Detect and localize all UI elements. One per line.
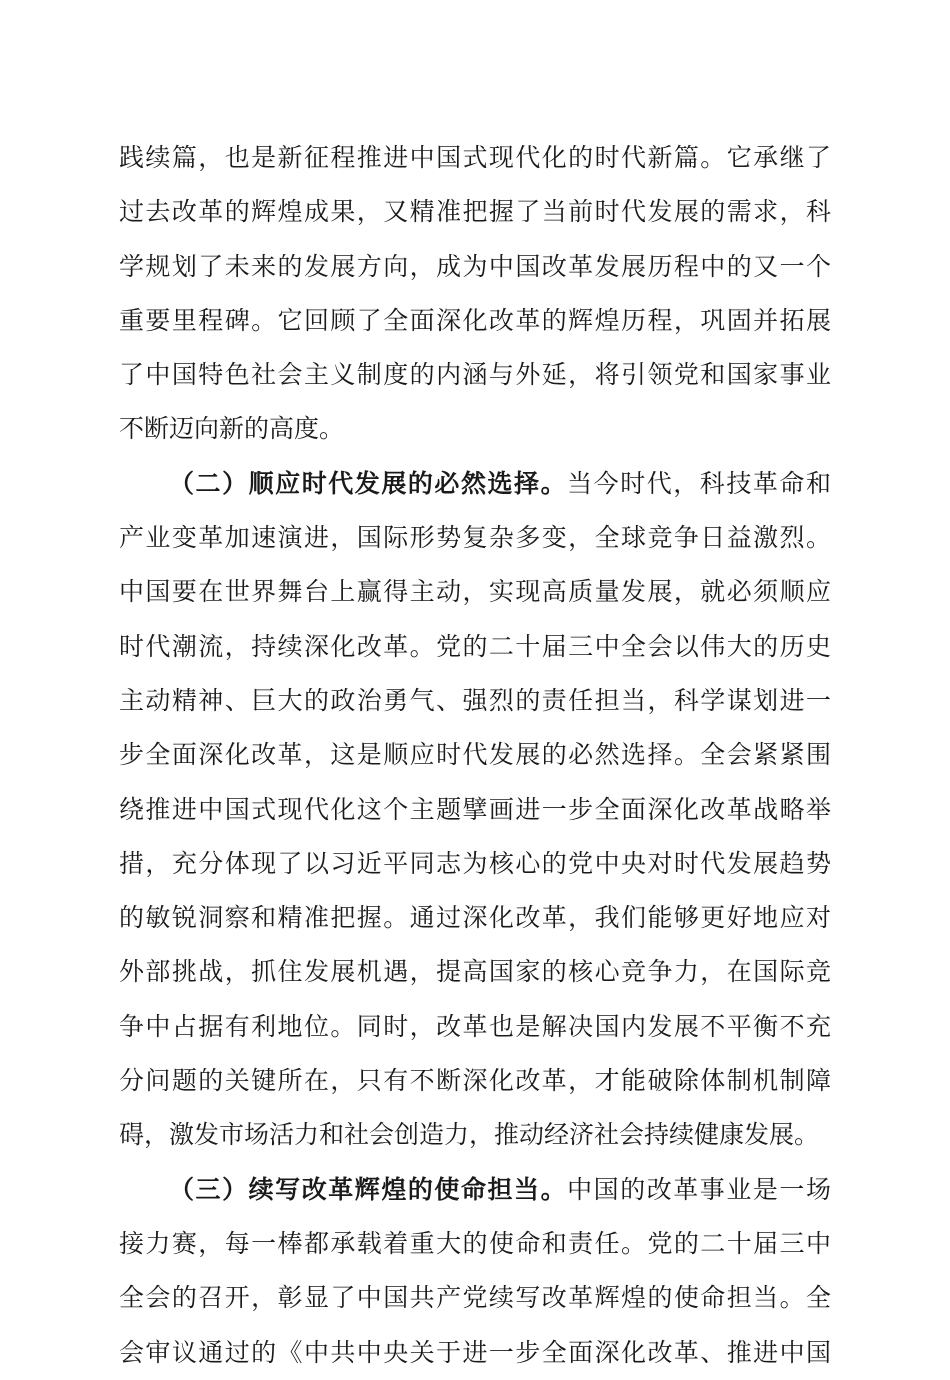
section-heading: （三）续写改革辉煌的使命担当。 xyxy=(169,1174,568,1204)
text-line: 绕推进中国式现代化这个主题擘画进一步全面深化改革战略举 xyxy=(119,794,831,824)
section-heading: （二）顺应时代发展的必然选择。 xyxy=(169,468,568,498)
text-line: 过去改革的辉煌成果，又精准把握了当前时代发展的需求，科 xyxy=(119,197,831,227)
text-line: 会审议通过的《中共中央关于进一步全面深化改革、推进中国 xyxy=(119,1337,831,1367)
text-line: 了中国特色社会主义制度的内涵与外延，将引领党和国家事业 xyxy=(119,360,831,390)
text-line: 时代潮流，持续深化改革。党的二十届三中全会以伟大的历史 xyxy=(119,631,831,661)
paragraph-first-line xyxy=(119,457,831,511)
text-run: 当今时代，科技革命和 xyxy=(567,468,831,498)
text-line: 分问题的关键所在，只有不断深化改革，才能破除体制机制障 xyxy=(119,1066,831,1096)
text-line: 接力赛，每一棒都承载着重大的使命和责任。党的二十届三中 xyxy=(119,1228,831,1258)
text-line: 的敏锐洞察和精准把握。通过深化改革，我们能够更好地应对 xyxy=(119,903,831,933)
text-line: 措，充分体现了以习近平同志为核心的党中央对时代发展趋势 xyxy=(119,848,831,878)
text-line: 不断迈向新的高度。 xyxy=(119,414,345,444)
text-line: 主动精神、巨大的政治勇气、强烈的责任担当，科学谋划进一 xyxy=(119,685,831,715)
text-line: 践续篇，也是新征程推进中国式现代化的时代新篇。它承继了 xyxy=(119,143,831,172)
text-line: 中国要在世界舞台上赢得主动，实现高质量发展，就必须顺应 xyxy=(119,577,831,607)
text-line: 争中占据有利地位。同时，改革也是解决国内发展不平衡不充 xyxy=(119,1011,831,1041)
text-line: 步全面深化改革，这是顺应时代发展的必然选择。全会紧紧围 xyxy=(119,740,831,770)
text-line: 外部挑战，抓住发展机遇，提高国家的核心竞争力，在国际竞 xyxy=(119,957,831,987)
paragraph-first-line xyxy=(119,1163,831,1217)
text-line: 重要里程碑。它回顾了全面深化改革的辉煌历程，巩固并拓展 xyxy=(119,305,831,335)
text-line: 产业变革加速演进，国际形势复杂多变，全球竞争日益激烈。 xyxy=(119,523,831,553)
paragraph-section-2 xyxy=(119,457,831,1163)
text-line: 碍，激发市场活力和社会创造力，推动经济社会持续健康发展。 xyxy=(119,1120,820,1150)
document-body xyxy=(119,131,831,1380)
paragraph-continuation xyxy=(119,131,831,457)
text-line: 学规划了未来的发展方向，成为中国改革发展历程中的又一个 xyxy=(119,251,831,281)
text-run: 中国的改革事业是一场 xyxy=(567,1174,831,1204)
text-line: 全会的召开，彰显了中国共产党续写改革辉煌的使命担当。全 xyxy=(119,1283,831,1313)
paragraph-section-3 xyxy=(119,1163,831,1380)
